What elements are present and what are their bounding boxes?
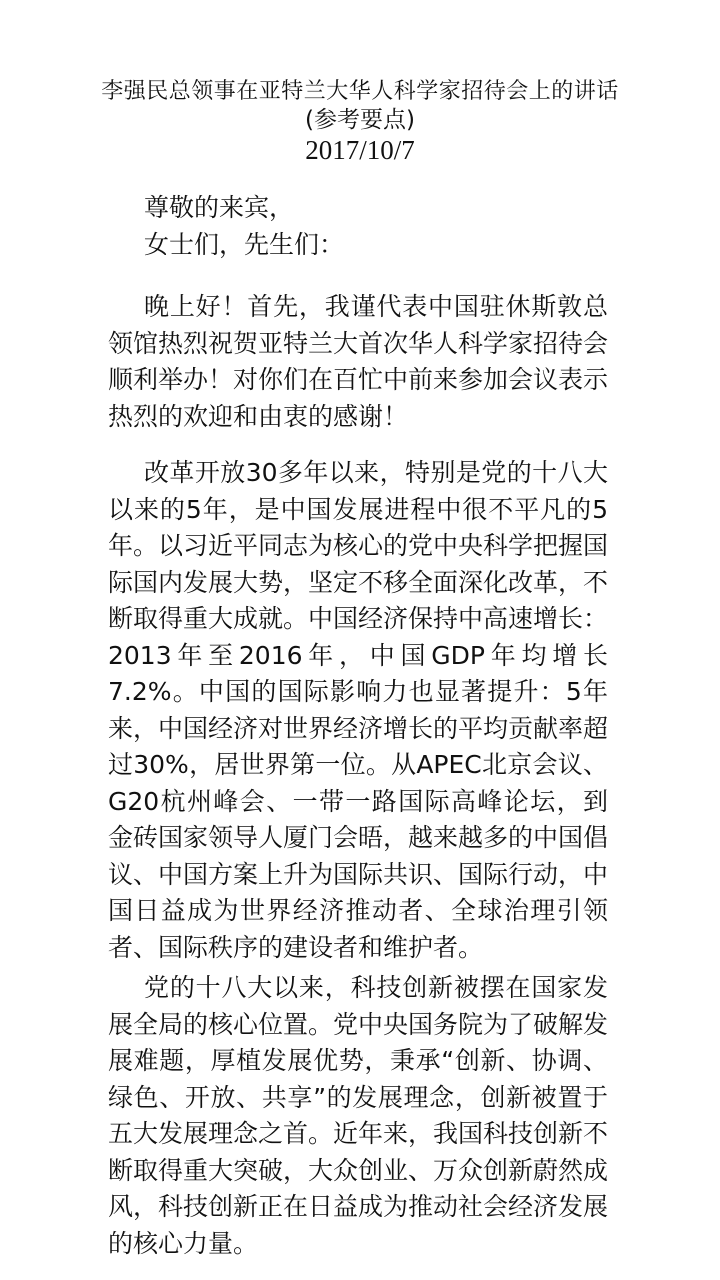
- speech-body: [108, 190, 608, 1262]
- document-date: 2017/10/7: [305, 135, 415, 165]
- salutation-line-guests: 尊敬的来宾，: [144, 193, 295, 222]
- paragraph-tech-innovation: 党的十八大以来，科技创新被摆在国家发展全局的核心位置。党中央国务院为了破解发展难题，厚植发展优势，秉承“创新、协调、绿色、开放、共享”的发展理念，创新被置于五大发展理念之首。近年来，我国科技创新不断取得重大突破，大众创业、万众创新蔚然成风，科技创新正在日益成为推动社会经济发展的核心力量。: [108, 973, 609, 1258]
- salutation-line-audience: 女士们，先生们：: [144, 229, 345, 259]
- document-header: [0, 78, 720, 166]
- paragraph-greeting: 晚上好！首先，我谨代表中国驻休斯敦总领馆热烈祝贺亚特兰大首次华人科学家招待会顺利举办！对你们在百忙中前来参加会议表示热烈的欢迎和由衷的感谢！: [108, 292, 609, 431]
- document-title: 李强民总领事在亚特兰大华人科学家招待会上的讲话: [101, 79, 619, 104]
- document-subtitle: (参考要点): [305, 107, 415, 133]
- paragraph-reform-achievements: 改革开放30多年以来，特别是党的十八大以来的5年，是中国发展进程中很不平凡的5年。以习近平同志为核心的党中央科学把握国际国内发展大势，坚定不移全面深化改革，不断取得重大成就。中国经济保持中高速增长：2013年至2016年，中国GDP年均增长7.2%。中国的国际影响力也显著提升：5年来，中国经济对世界经济增长的平均贡献率超过30%，居世界第一位。从APEC北京会议、G20杭州峰会、一带一路国际高峰论坛，到金砖国家领导人厦门会晤，越来越多的中国倡议、中国方案上升为国际共识、国际行动，中国日益成为世界经济推动者、全球治理引领者、国际秩序的建设者和维护者。: [108, 458, 609, 962]
- salutation: [108, 190, 608, 263]
